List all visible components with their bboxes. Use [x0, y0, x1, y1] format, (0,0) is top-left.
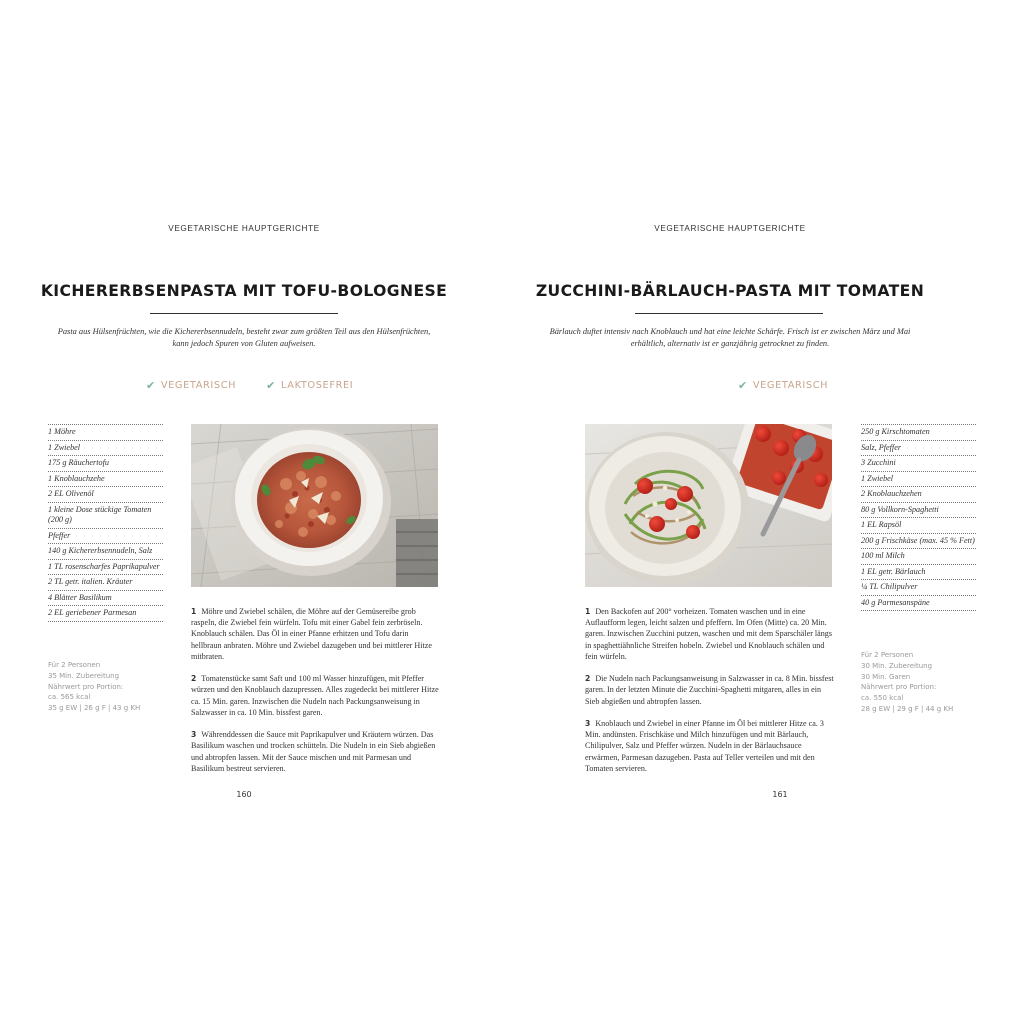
ingredient-item: 1 TL rosenscharfes Paprikapulver: [48, 560, 163, 576]
badge-vegetarisch: [738, 377, 828, 393]
pasta-bolognese-photo: [191, 424, 438, 587]
step-number: 3: [585, 719, 591, 728]
ingredient-item: 100 ml Milch: [861, 549, 976, 565]
meta-macros: 28 g EW | 29 g F | 44 g KH: [861, 704, 954, 713]
recipe-step: [585, 718, 835, 774]
meta-nutrition-label: Nährwert pro Portion:: [48, 682, 124, 691]
meta-kcal: ca. 550 kcal: [861, 694, 904, 703]
check-icon: ✔: [146, 378, 156, 392]
ingredient-list: [48, 424, 163, 622]
recipe-intro: Bärlauch duftet intensiv nach Knoblauch und hat eine leichte Schärfe. Frisch ist er zwischen März und Mai erhältlich, alternativ ist er ganzjährig getrocknet zu finden.: [549, 327, 911, 348]
badge-label: VEGETARISCH: [160, 379, 237, 391]
recipe-meta: [48, 660, 163, 714]
step-text: Währenddessen die Sauce mit Paprikapulver und Kräutern würzen. Das Basilikum waschen und trocken schütteln. Die Nudeln in ein Sieb abgießen und abtropfen lassen. Mit der Sauce mischen und mit Parmesan und Basilikum bestreut servieren.: [191, 730, 436, 773]
meta-cook-time: 30 Min. Garen: [861, 672, 911, 681]
ingredient-item: 140 g Kichererbsennudeln, Salz: [48, 544, 163, 560]
ingredient-item: Pfeffer: [48, 529, 163, 545]
ingredient-list: [861, 424, 976, 611]
ingredient-item: 1 kleine Dose stückige Tomaten (200 g): [48, 503, 163, 529]
recipe-steps: [191, 606, 441, 785]
step-text: Knoblauch und Zwiebel in einer Pfanne im Öl bei mittlerer Hitze ca. 3 Min. andünsten. Frischkäse und Milch hinzufügen und mit Bärlauch, Chilipulver, Salz und Pfeffer würzen. Nudeln in der Bärlauchsauce erwärmen, Parmesan dazugeben. Pasta auf Teller verteilen und mit den Tomaten servieren.: [585, 719, 824, 773]
recipe-step: [585, 606, 835, 662]
recipe-step: [191, 673, 441, 718]
badge-laktosefrei: [266, 377, 353, 393]
meta-prep-time: 30 Min. Zubereitung: [861, 661, 933, 670]
recipe-step: [191, 606, 441, 662]
ingredient-item: 1 Zwiebel: [48, 441, 163, 457]
meta-prep-time: 35 Min. Zubereitung: [48, 671, 120, 680]
step-text: Die Nudeln nach Packungsanweisung in Salzwasser in ca. 8 Min. bissfest garen. In der letzten Minute die Zucchini-Spaghetti mitgaren, alles in ein Sieb abgießen und abtropfen lassen.: [585, 674, 834, 706]
step-number: 1: [585, 607, 591, 616]
section-header: VEGETARISCHE HAUPTGERICHTE: [654, 224, 806, 233]
section-header: VEGETARISCHE HAUPTGERICHTE: [168, 224, 320, 233]
ingredient-item: 200 g Frischkäse (max. 45 % Fett): [861, 534, 976, 550]
ingredient-item: 2 EL Olivenöl: [48, 487, 163, 503]
right-page: [512, 0, 1024, 1024]
meta-nutrition-label: Nährwert pro Portion:: [861, 683, 937, 692]
check-icon: ✔: [266, 378, 276, 392]
page-number: 161: [772, 790, 788, 799]
step-text: Tomatenstücke samt Saft und 100 ml Wasser hinzufügen, mit Pfeffer würzen und den Knoblauch dazupressen. Alles zugedeckt bei mittlerer Hitze ca. 15 Min. garen. Inzwischen die Nudeln nach Packungsanweisung in Salzwasser in ca. 10 Min. bissfest garen.: [191, 674, 439, 717]
page-number: 160: [236, 790, 252, 799]
diet-badges: [738, 377, 828, 393]
badge-label: VEGETARISCH: [752, 379, 829, 391]
meta-macros: 35 g EW | 26 g F | 43 g KH: [48, 704, 141, 713]
recipe-steps: [585, 606, 835, 785]
ingredient-item: ¼ TL Chilipulver: [861, 580, 976, 596]
ingredient-item: 3 Zucchini: [861, 456, 976, 472]
zucchini-pasta-photo: [585, 424, 832, 587]
ingredient-item: 250 g Kirschtomaten: [861, 425, 976, 441]
recipe-title: KICHERERBSENPASTA MIT TOFU-BOLOGNESE: [40, 282, 448, 300]
title-divider: [635, 313, 823, 314]
badge-label: LAKTOSEFREI: [280, 379, 354, 391]
step-text: Möhre und Zwiebel schälen, die Möhre auf der Gemüsereibe grob raspeln, die Zwiebel fein würfeln. Tofu mit einer Gabel fein zerbröseln. Knoblauch schälen. Das Öl in einer Pfanne erhitzen und Tofu darin hellbraun anbraten. Möhre und Zwiebel dazugeben und bei mittlerer Hitze mitbraten.: [191, 607, 432, 661]
recipe-intro: Pasta aus Hülsenfrüchten, wie die Kichererbsennudeln, besteht zwar zum größten Teil aus den Hülsenfrüchten, kann jedoch Spuren von Gluten aufweisen.: [57, 327, 431, 348]
step-number: 2: [191, 674, 197, 684]
badge-vegetarisch: [146, 377, 236, 393]
ingredient-item: 1 Knoblauchzehe: [48, 472, 163, 488]
meta-servings: Für 2 Personen: [861, 651, 914, 659]
check-icon: ✔: [738, 378, 748, 392]
step-number: 2: [585, 674, 591, 684]
ingredient-item: 1 Möhre: [48, 425, 163, 441]
recipe-meta: [861, 650, 976, 715]
step-text: Den Backofen auf 200° vorheizen. Tomaten waschen und in eine Auflaufform legen, leicht salzen und pfeffern. Im Ofen (Mitte) ca. 20 Min. garen. Inzwischen Zucchini putzen, waschen und mit dem Sparschäler längs in spaghettiähnliche Streifen hobeln. Zwiebel und Knoblauch schälen und fein würfeln.: [585, 607, 833, 661]
ingredient-item: Salz, Pfeffer: [861, 441, 976, 457]
meta-kcal: ca. 565 kcal: [48, 693, 91, 702]
meta-servings: Für 2 Personen: [48, 661, 101, 669]
recipe-step: [585, 673, 835, 707]
ingredient-item: 4 Blätter Basilikum: [48, 591, 163, 607]
step-number: 1: [191, 607, 197, 616]
ingredient-item: 1 EL Rapsöl: [861, 518, 976, 534]
recipe-step: [191, 729, 441, 774]
ingredient-item: 40 g Parmesanspäne: [861, 596, 976, 612]
ingredient-item: 1 EL getr. Bärlauch: [861, 565, 976, 581]
ingredient-item: 2 EL geriebener Parmesan: [48, 606, 163, 622]
ingredient-item: 2 Knoblauchzehen: [861, 487, 976, 503]
ingredient-item: 175 g Räuchertofu: [48, 456, 163, 472]
ingredient-item: 80 g Vollkorn-Spaghetti: [861, 503, 976, 519]
recipe-photo: [191, 424, 438, 587]
title-divider: [150, 313, 338, 314]
recipe-title: ZUCCHINI-BÄRLAUCH-PASTA MIT TOMATEN: [535, 282, 925, 300]
diet-badges: [146, 377, 353, 393]
ingredient-item: 1 Zwiebel: [861, 472, 976, 488]
recipe-photo: [585, 424, 832, 587]
ingredient-item: 2 TL getr. italien. Kräuter: [48, 575, 163, 591]
step-number: 3: [191, 730, 197, 740]
